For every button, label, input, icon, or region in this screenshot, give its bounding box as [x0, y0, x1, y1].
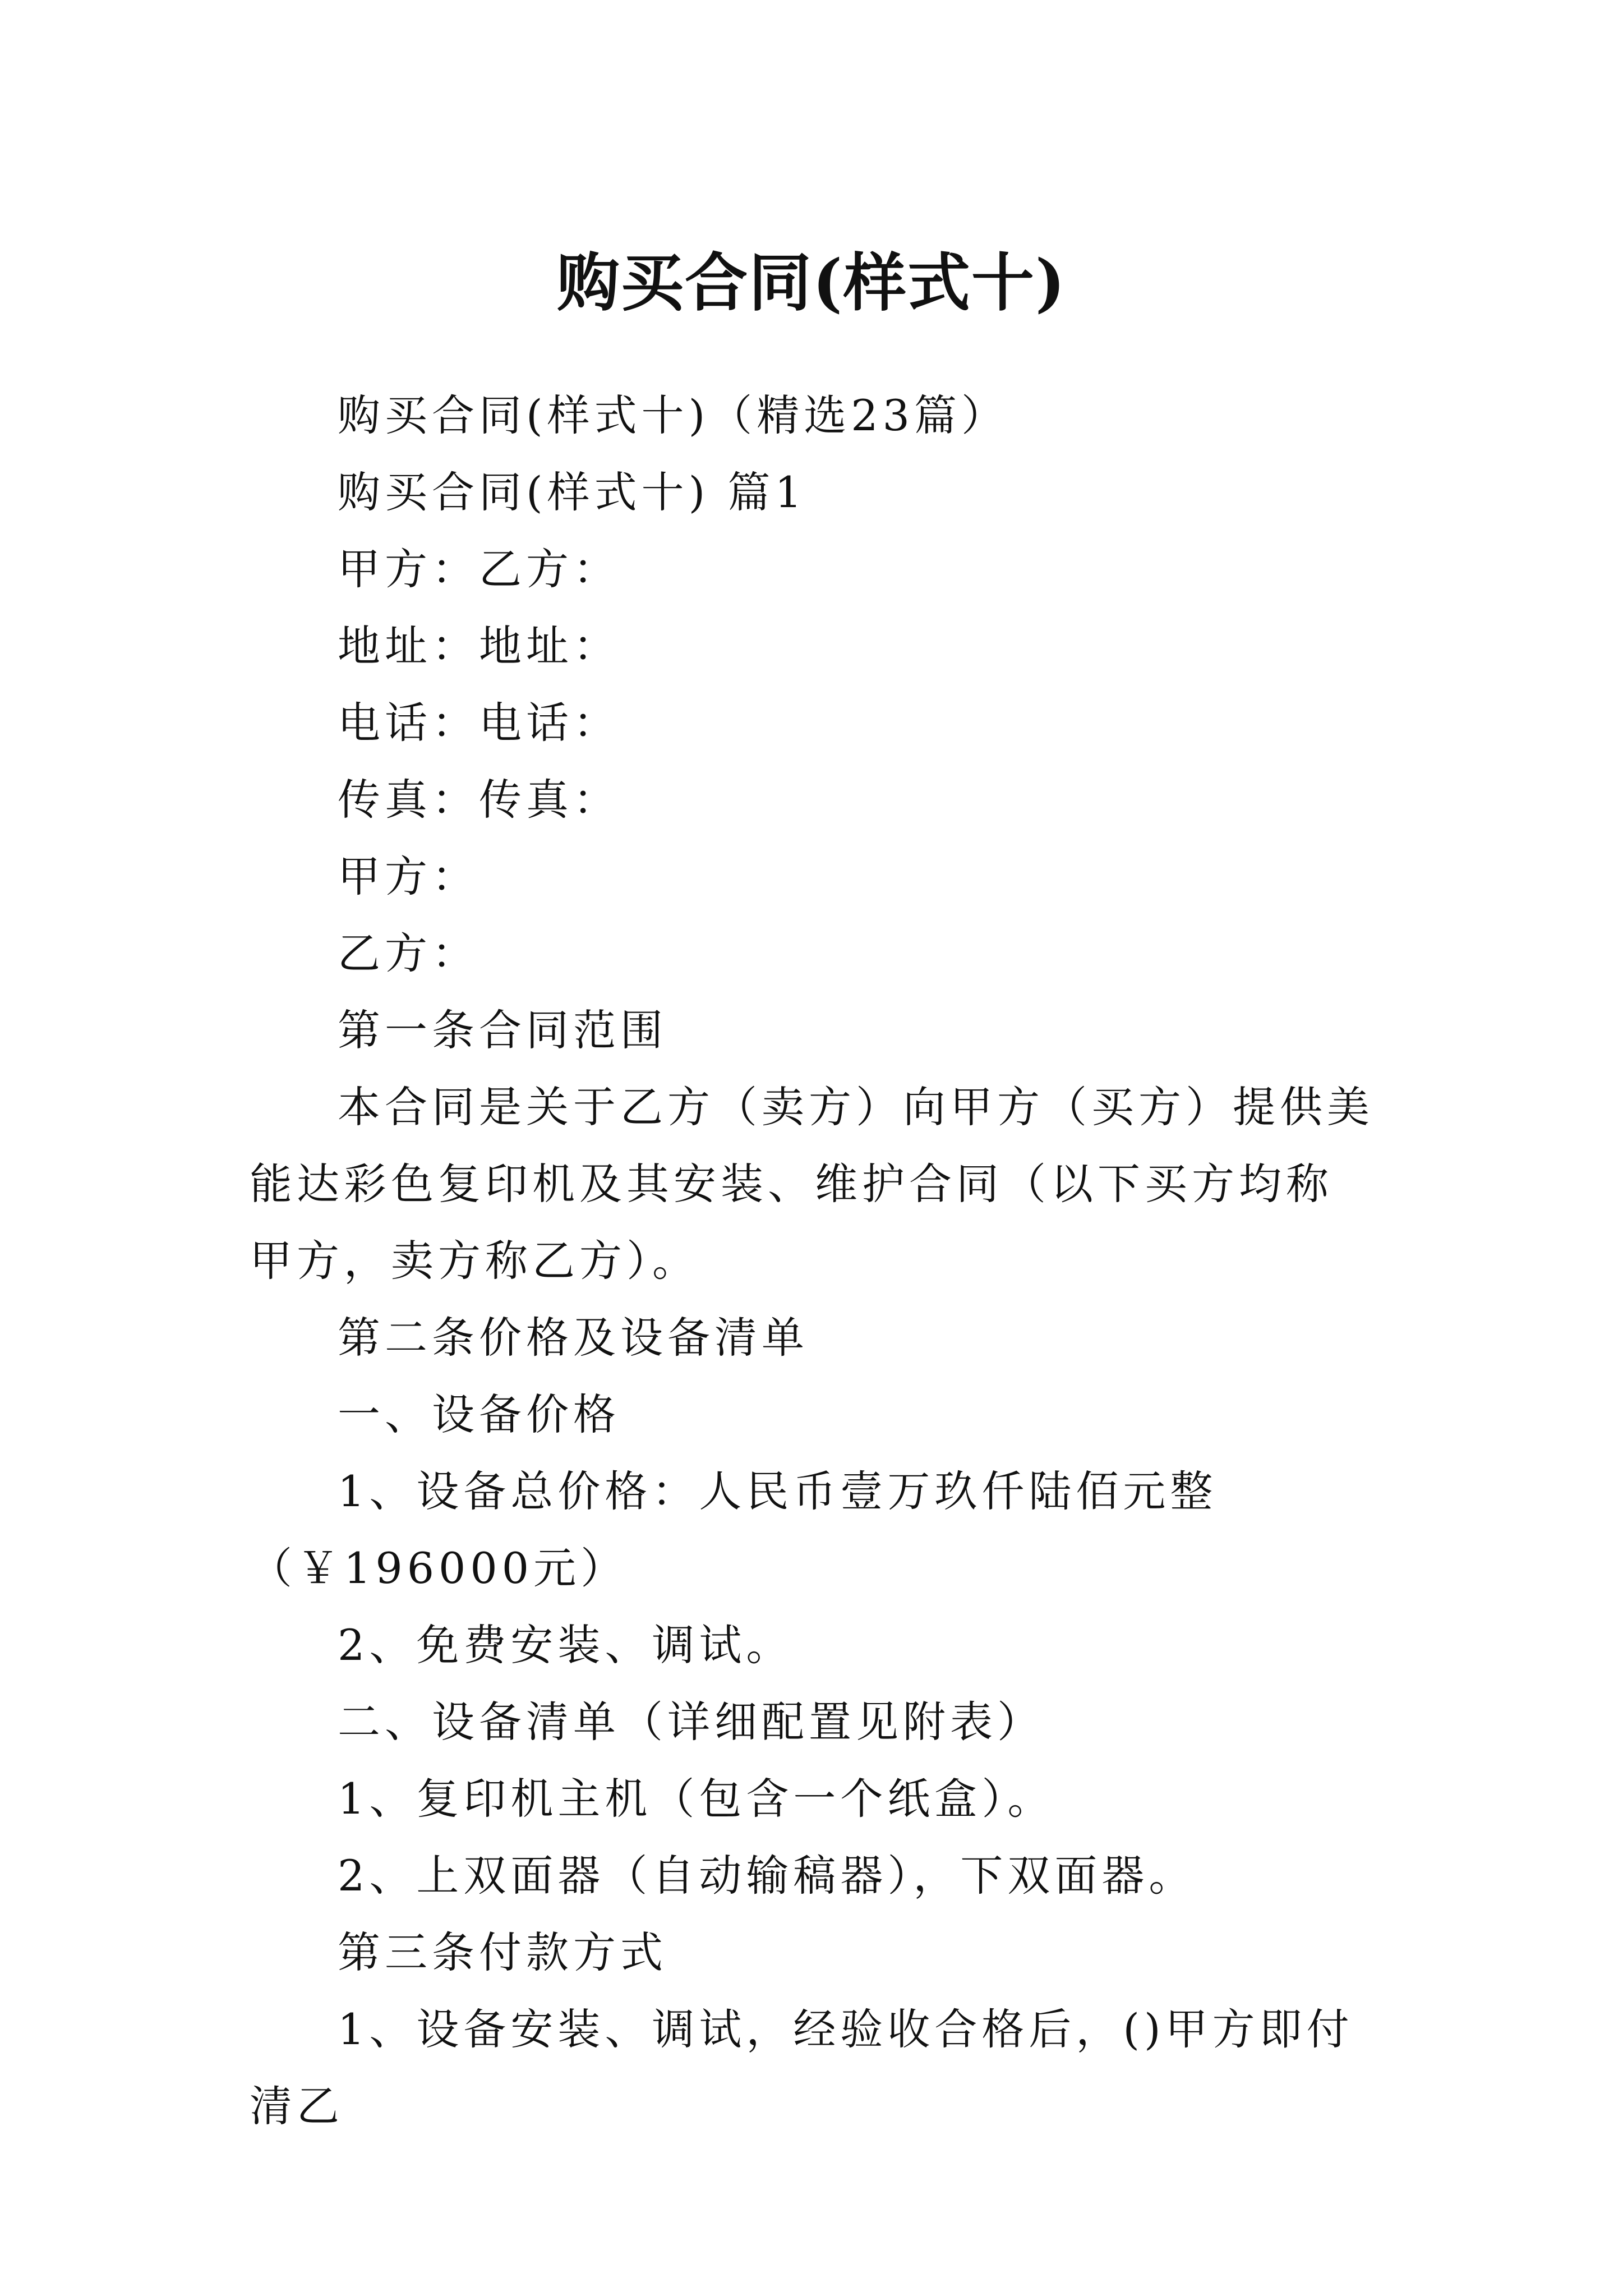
paragraph: 二、设备清单（详细配置见附表）: [338, 1697, 1044, 1747]
document-body: [250, 377, 1377, 2145]
paragraph: 本合同是关于乙方（卖方）向甲方（买方）提供美能达彩色复印机及其安装、维护合同（以下买方均称甲方，卖方称乙方）。: [250, 1082, 1374, 1286]
paragraph: 一、设备价格: [338, 1389, 620, 1439]
paragraph: 乙方：: [338, 928, 479, 978]
section-heading: 第三条付款方式: [338, 1927, 667, 1977]
paragraph: 地址：地址：: [338, 621, 620, 671]
paragraph: 甲方：: [338, 852, 479, 901]
section-heading: 第一条合同范围: [338, 1005, 667, 1055]
section-heading: 第二条价格及设备清单: [338, 1313, 809, 1363]
document-title: 购买合同(样式十): [557, 246, 1066, 320]
paragraph: 传真：传真：: [338, 775, 620, 825]
paragraph: 1、设备总价格：人民币壹万玖仟陆佰元整（￥196000元）: [250, 1466, 1218, 1593]
paragraph: 购买合同(样式十) 篇1: [338, 467, 806, 517]
paragraph: 购买合同(样式十)（精选23篇）: [338, 390, 1009, 440]
paragraph: 1、复印机主机（包含一个纸盒）。: [338, 1774, 1055, 1824]
paragraph: 2、免费安装、调试。: [338, 1620, 794, 1670]
paragraph: 1、设备安装、调试，经验收合格后，()甲方即付清乙: [250, 2004, 1354, 2131]
paragraph: 甲方：乙方：: [338, 544, 620, 594]
paragraph: 2、上双面器（自动输稿器），下双面器。: [338, 1851, 1196, 1901]
paragraph: 电话：电话：: [338, 698, 620, 748]
